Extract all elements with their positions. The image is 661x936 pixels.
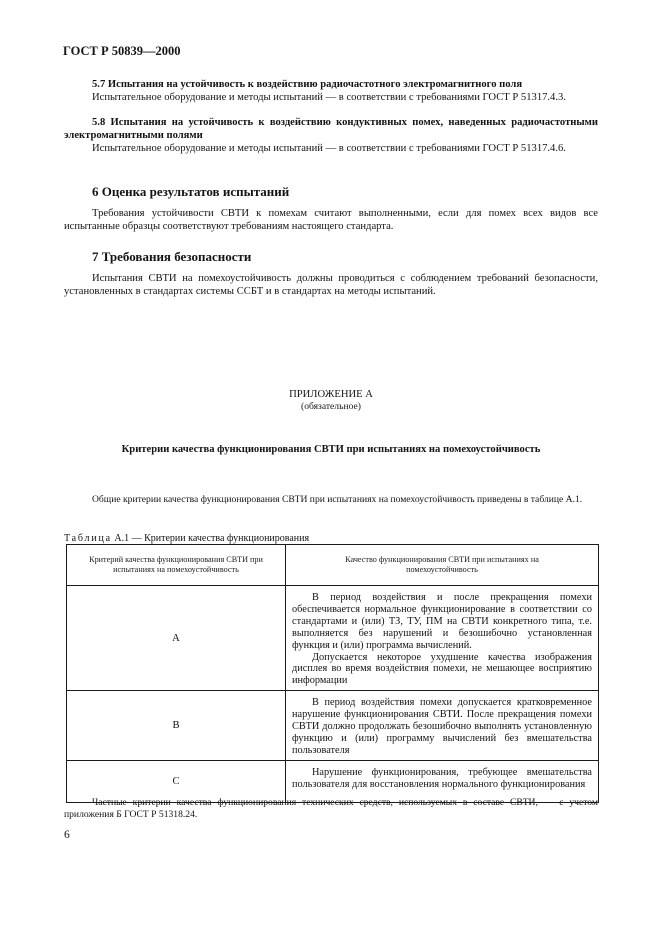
table-caption-text: А.1 — Критерии качества функционирования	[114, 533, 310, 544]
column-header-criterion: Критерий качества функционирования СВТИ при испытаниях на помехоустойчивость	[67, 545, 286, 586]
grade-cell: А	[67, 586, 286, 691]
description-cell	[286, 760, 599, 802]
row-a-text-2: Допускается некоторое ухудшение качества изображения дисплея во время воздействия помехи, не мешающее восприятию информации	[292, 651, 592, 687]
row-a-text-1: В период воздействия и после прекращения помехи обеспечивается нормальное функционирование в соответствии со стандартами и (или) ТЗ, ТУ, ПМ на СВТИ конкретного типа, т.е. выполняется без нарушений и безошибочно установленная функция и (или) программа вычислений.	[292, 592, 592, 651]
table-header-row	[67, 545, 599, 586]
row-b-text: В период воздействия помехи допускается кратковременное нарушение функционирования СВТИ. После прекращения помехи СВТИ должно продолжать безошибочно выполнять установленную функцию и (или) программу вычислений без вмешательства пользователя	[292, 697, 592, 756]
section-6-heading: 6 Оценка результатов испытаний	[92, 184, 290, 199]
table-row	[67, 760, 599, 802]
appendix-title: Критерии качества функционирования СВТИ при испытаниях на помехоустойчивость	[121, 444, 541, 455]
row-c-text: Нарушение функционирования, требующее вмешательства пользователя для восстановления нормального функционирования	[292, 766, 592, 790]
section-6-text: Требования устойчивости СВТИ к помехам считают выполненными, если для помех всех видов все испытанные образцы соответствуют требованиям настоящего стандарта.	[64, 208, 598, 232]
table-row	[67, 586, 599, 691]
section-7-heading: 7 Требования безопасности	[92, 249, 252, 264]
grade-cell: С	[67, 760, 286, 802]
description-cell	[286, 691, 599, 761]
grade-cell: В	[67, 691, 286, 761]
criteria-table	[66, 544, 599, 803]
table-row	[67, 691, 599, 761]
footer-note: Частные критерии качества функционирования технических средств, используемых в составе СВТИ, — с учетом приложения Б ГОСТ Р 51318.24.	[64, 797, 598, 821]
section-5-7-text: Испытательное оборудование и методы испытаний — в соответствии с требованиями ГОСТ Р 51317.4.3.	[92, 92, 566, 103]
document-header: ГОСТ Р 50839—2000	[63, 44, 181, 58]
table-caption	[64, 533, 309, 544]
page-number: 6	[64, 829, 70, 841]
appendix-intro: Общие критерии качества функционирования СВТИ при испытаниях на помехоустойчивость приведены в таблице А.1.	[92, 494, 583, 505]
appendix-status: (обязательное)	[301, 401, 361, 412]
table-caption-label: Таблица	[64, 533, 112, 544]
section-5-7-title: 5.7 Испытания на устойчивость к воздействию радиочастотного электромагнитного поля	[92, 79, 523, 90]
section-5-8-text: Испытательное оборудование и методы испытаний — в соответствии с требованиями ГОСТ Р 51317.4.6.	[92, 143, 566, 154]
column-header-quality: Качество функционирования СВТИ при испытаниях на помехоустойчивость	[286, 545, 599, 586]
description-cell	[286, 586, 599, 691]
section-5-8-title: 5.8 Испытания на устойчивость к воздействию кондуктивных помех, наведенных радиочастотными электромагнитными полями	[64, 117, 598, 141]
appendix-label: ПРИЛОЖЕНИЕ А	[289, 389, 373, 400]
section-7-text: Испытания СВТИ на помехоустойчивость должны проводиться с соблюдением требований безопасности, установленных в стандартах системы ССБТ и в стандартах на методы испытаний.	[64, 273, 598, 297]
